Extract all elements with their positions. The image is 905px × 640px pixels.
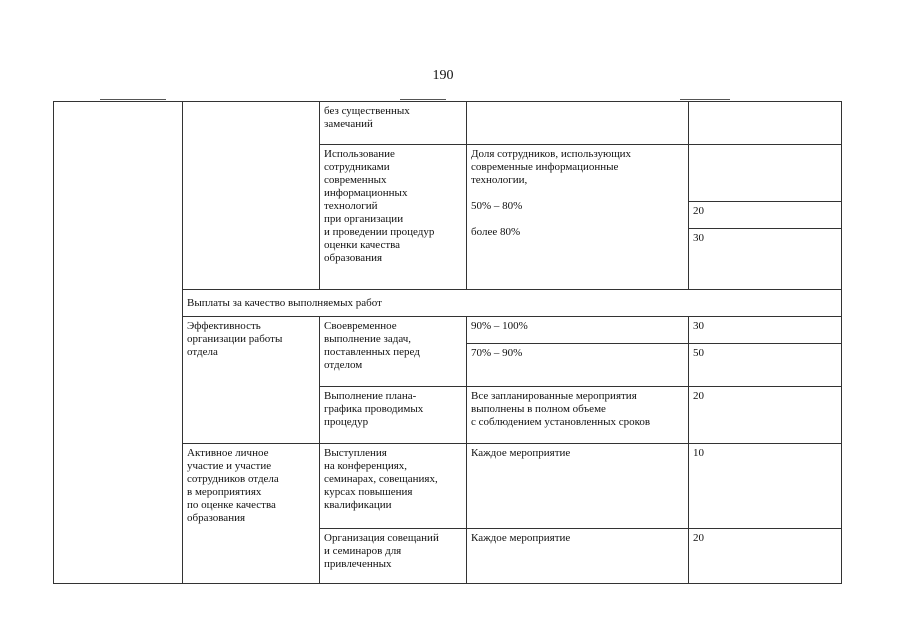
table-cell-empty [54,102,183,584]
table-cell-empty [183,102,320,290]
table-row [54,102,842,145]
criterion-cell: Своевременное выполнение задач, поставленных перед отделом [320,317,467,387]
scan-mark [400,99,446,100]
value-cell: 90% – 100% [467,317,689,344]
indicator-cell: Активное личное участие и участие сотрудников отдела в мероприятиях по оценке качества образования [183,444,320,584]
score-cell: 10 [689,444,842,529]
page-number: 190 [432,68,454,83]
score-cell: 20 [689,202,842,229]
criteria-table [53,101,842,584]
value-cell: Все запланированные мероприятия выполнены в полном объеме с соблюдением установленных сроков [467,387,689,444]
criterion-cell: Использование сотрудниками современных информационных технологий при организации и проведении процедур оценки качества образования [320,145,467,290]
section-heading: Выплаты за качество выполняемых работ [183,290,842,317]
criterion-cell: Организация совещаний и семинаров для привлеченных [320,529,467,584]
score-cell: 20 [689,529,842,584]
value-cell: 70% – 90% [467,344,689,387]
score-cell: 50 [689,344,842,387]
score-cell: 20 [689,387,842,444]
indicator-cell: Эффективность организации работы отдела [183,317,320,444]
value-cell: Каждое мероприятие [467,444,689,529]
value-cell: Каждое мероприятие [467,529,689,584]
scan-mark [100,99,166,100]
value-intro: Доля сотрудников, использующих современные информационные технологии, [471,148,632,186]
scan-mark [680,99,730,100]
value-cell [467,145,689,290]
score-cell [689,145,842,202]
criterion-cell: Выполнение плана- графика проводимых процедур [320,387,467,444]
score-cell [689,102,842,145]
criterion-cell: без существенных замечаний [320,102,467,145]
value-cell [467,102,689,145]
score-cell: 30 [689,229,842,290]
value-range: более 80% [471,226,521,238]
criterion-cell: Выступления на конференциях, семинарах, совещаниях, курсах повышения квалификации [320,444,467,529]
score-cell: 30 [689,317,842,344]
value-range: 50% – 80% [471,200,523,212]
